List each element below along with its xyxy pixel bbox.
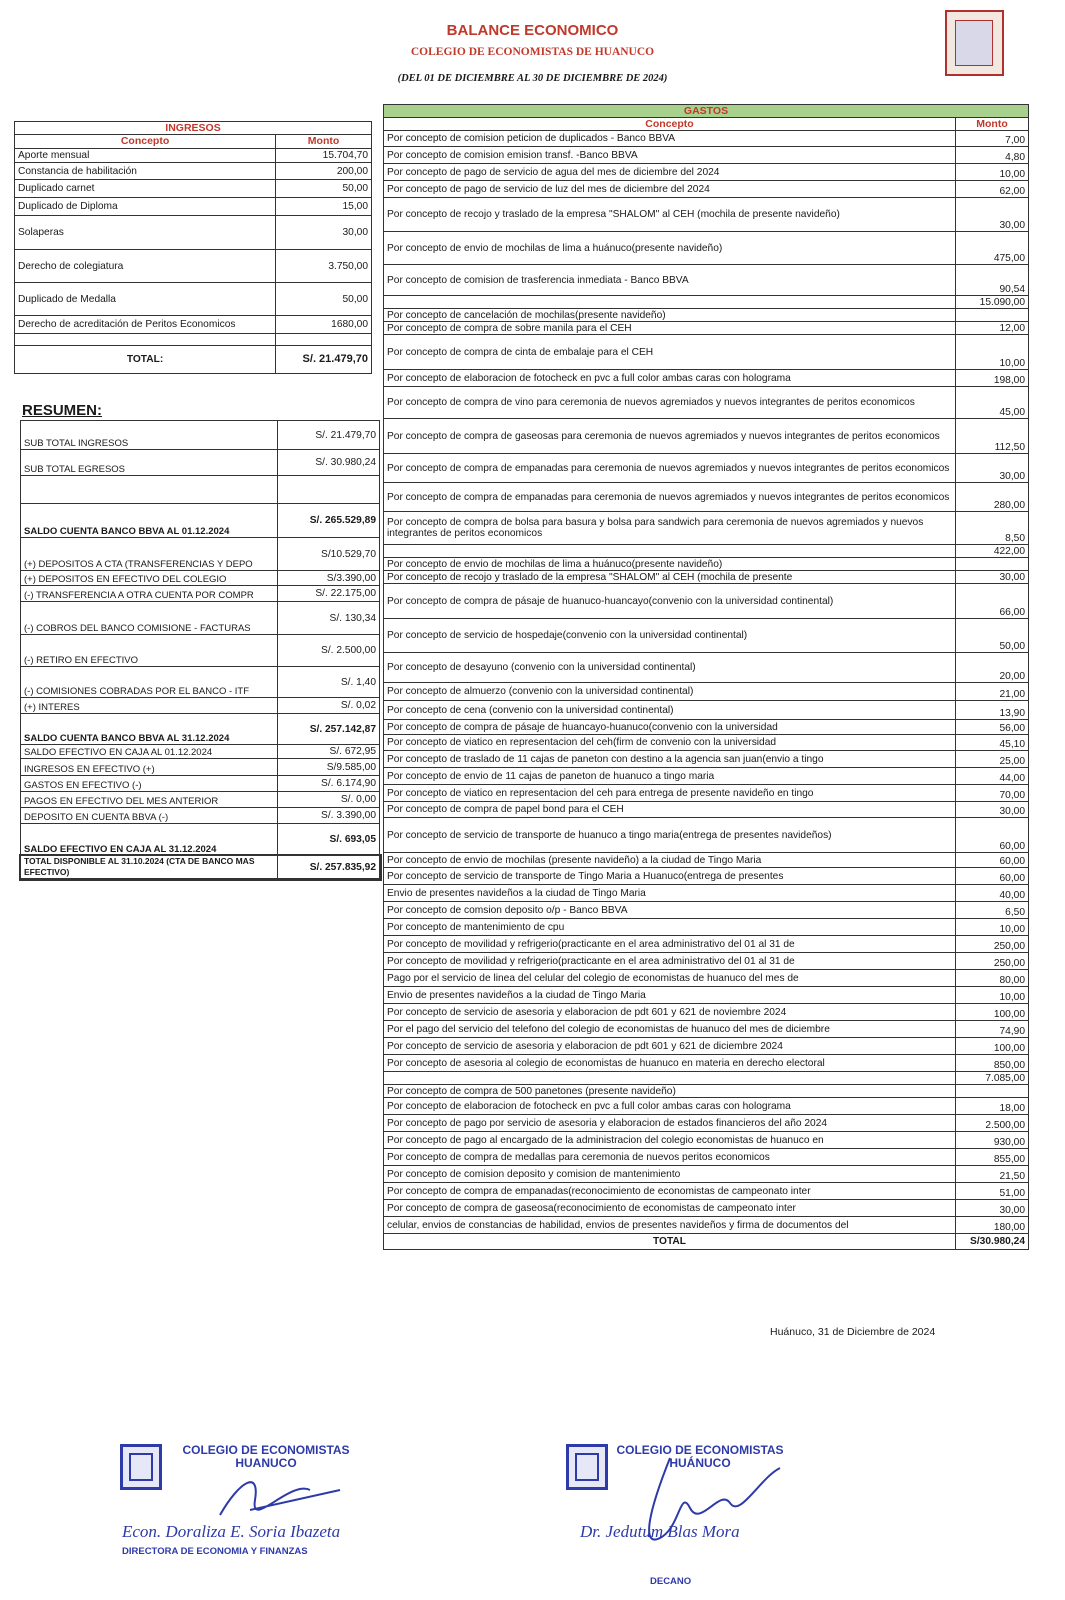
ingresos-total-amount: S/. 21.479,70 (276, 346, 372, 374)
table-row (384, 818, 1029, 853)
signature-org-line2: HUÁNUCO (669, 1456, 731, 1470)
table-row (384, 571, 1029, 584)
place-date: Huánuco, 31 de Diciembre de 2024 (770, 1326, 936, 1338)
gastos-concept: Por el pago del servicio del telefono del colegio de economistas de huanuco del mes de diciembre (384, 1021, 956, 1038)
gastos-amount: 44,00 (956, 768, 1029, 785)
gastos-amount: 280,00 (956, 483, 1029, 512)
table-row (384, 131, 1029, 147)
ingresos-concept: Derecho de acreditación de Peritos Economicos (15, 316, 276, 334)
resumen-label: SALDO CUENTA BANCO BBVA AL 01.12.2024 (21, 504, 278, 538)
gastos-concept: Por concepto de compra de pásaje de huancayo-huanuco(convenio con la universidad (384, 720, 956, 735)
table-row (384, 853, 1029, 868)
resumen-amount: S/. 22.175,00 (278, 586, 380, 602)
resumen-amount: S/. 2.500,00 (278, 635, 380, 667)
resumen-label: (+) DEPOSITOS A CTA (TRANSFERENCIAS Y DEPO (21, 538, 278, 571)
gastos-amount: 60,00 (956, 868, 1029, 885)
gastos-amount: 30,00 (956, 571, 1029, 584)
gastos-amount: 10,00 (956, 987, 1029, 1004)
signature-role: DIRECTORA DE ECONOMIA Y FINANZAS (122, 1546, 308, 1557)
ingresos-amount: 15,00 (276, 198, 372, 216)
gastos-amount: 50,00 (956, 619, 1029, 653)
signature-org-line1: COLEGIO DE ECONOMISTAS (616, 1443, 784, 1457)
stamp-seal-icon (120, 1444, 162, 1490)
resumen-label: (-) COBROS DEL BANCO COMISIONE - FACTURAS (21, 602, 278, 635)
gastos-amount: 12,00 (956, 322, 1029, 335)
empty-cell (15, 334, 276, 346)
table-row (384, 1149, 1029, 1166)
resumen-label: SALDO EFECTIVO EN CAJA AL 01.12.2024 (21, 745, 278, 759)
table-row (384, 1234, 1029, 1250)
gastos-concept: Por concepto de recojo y traslado de la empresa "SHALOM" al CEH (mochila de presente navideño) (384, 198, 956, 232)
table-row (21, 476, 380, 504)
table-row (384, 164, 1029, 181)
gastos-concept: Por concepto de servicio de asesoria y elaboracion de pdt 601 y 621 de noviembre 2024 (384, 1004, 956, 1021)
gastos-concept: Por concepto de movilidad y refrigerio(practicante en el area administrativo del 01 al 31 de (384, 936, 956, 953)
gastos-concept: Por concepto de comision emision transf. -Banco BBVA (384, 147, 956, 164)
signature-name: Econ. Doraliza E. Soria Ibazeta (122, 1522, 341, 1541)
resumen-label: PAGOS EN EFECTIVO DEL MES ANTERIOR (21, 792, 278, 808)
table-row (21, 745, 380, 759)
ingresos-title: INGRESOS (15, 122, 372, 135)
ingresos-concept: Duplicado de Diploma (15, 198, 276, 216)
ingresos-table (14, 121, 372, 374)
resumen-amount: S/. 3.390,00 (278, 808, 380, 824)
gastos-amount: 100,00 (956, 1038, 1029, 1055)
table-row (21, 776, 380, 792)
gastos-concept: Por concepto de compra de cinta de embalaje para el CEH (384, 335, 956, 370)
resumen-amount: S/. 257.142,87 (278, 714, 380, 745)
gastos-concept (384, 296, 956, 309)
ingresos-amount: 50,00 (276, 283, 372, 316)
gastos-amount: 13,90 (956, 701, 1029, 720)
resumen-amount: S/9.585,00 (278, 759, 380, 776)
gastos-concept: Por concepto de pago de servicio de luz del mes de diciembre del 2024 (384, 181, 956, 198)
gastos-concept: Por concepto de comision deposito y comision de mantenimiento (384, 1166, 956, 1183)
resumen-label: TOTAL DISPONIBLE AL 31.10.2024 (CTA DE BANCO MAS EFECTIVO) (21, 856, 278, 879)
gastos-amount: 422,00 (956, 545, 1029, 558)
gastos-amount: 21,50 (956, 1166, 1029, 1183)
ingresos-concept: Duplicado carnet (15, 180, 276, 198)
gastos-concept: Por concepto de traslado de 11 cajas de paneton con destino a la agencia san juan(envio a tingo (384, 751, 956, 768)
gastos-concept: Por concepto de servicio de transporte de huanuco a tingo maria(entrega de presentes navideños) (384, 818, 956, 853)
gastos-amount (956, 309, 1029, 322)
table-row (384, 868, 1029, 885)
table-row (384, 198, 1029, 232)
table-row (21, 635, 380, 667)
gastos-concept: Por concepto de pago de servicio de agua del mes de diciembre del 2024 (384, 164, 956, 181)
gastos-amount (956, 1085, 1029, 1098)
resumen-label: SUB TOTAL EGRESOS (21, 450, 278, 476)
table-row (384, 1072, 1029, 1085)
gastos-concept: Por concepto de envio de mochilas (presente navideño) a la ciudad de Tingo Maria (384, 853, 956, 868)
signature-org-line2: HUANUCO (235, 1456, 297, 1470)
gastos-amount: 15.090,00 (956, 296, 1029, 309)
ingresos-amount: 50,00 (276, 180, 372, 198)
table-row (15, 198, 372, 216)
gastos-amount: 10,00 (956, 164, 1029, 181)
table-row (21, 759, 380, 776)
gastos-col-amount: Monto (956, 118, 1029, 131)
gastos-concept: Por concepto de comsion deposito o/p - Banco BBVA (384, 902, 956, 919)
table-row (384, 1004, 1029, 1021)
table-row (384, 483, 1029, 512)
gastos-concept (384, 1072, 956, 1085)
gastos-concept: Por concepto de compra de sobre manila para el CEH (384, 322, 956, 335)
table-row (15, 283, 372, 316)
gastos-concept: Por concepto de viatico en representacion del ceh(firm de convenio con la universidad (384, 735, 956, 751)
gastos-concept: Por concepto de desayuno (convenio con la universidad continental) (384, 653, 956, 683)
gastos-amount: 855,00 (956, 1149, 1029, 1166)
table-row (384, 902, 1029, 919)
gastos-amount: 8,50 (956, 512, 1029, 545)
gastos-amount: 10,00 (956, 919, 1029, 936)
table-row (384, 181, 1029, 198)
gastos-amount: 60,00 (956, 853, 1029, 868)
table-row (384, 751, 1029, 768)
signature-org-line1: COLEGIO DE ECONOMISTAS (182, 1443, 350, 1457)
table-row (384, 785, 1029, 802)
gastos-amount: 18,00 (956, 1098, 1029, 1115)
gastos-amount: 250,00 (956, 936, 1029, 953)
table-row (15, 346, 372, 374)
ingresos-concept: Duplicado de Medalla (15, 283, 276, 316)
gastos-amount: 21,00 (956, 683, 1029, 701)
document-period: (DEL 01 DE DICIEMBRE AL 30 DE DICIEMBRE DE 2024) (397, 73, 668, 84)
table-row (15, 316, 372, 334)
gastos-concept: celular, envios de constancias de habilidad, envios de presentes navideños y firma de documentos del (384, 1217, 956, 1234)
resumen-label: (+) DEPOSITOS EN EFECTIVO DEL COLEGIO (21, 571, 278, 586)
table-row (21, 571, 380, 586)
gastos-concept: Pago por el servicio de linea del celular del colegio de economistas de huanuco del mes de (384, 970, 956, 987)
gastos-concept: Por concepto de servicio de asesoria y elaboracion de pdt 601 y 621 de diciembre 2024 (384, 1038, 956, 1055)
table-row (15, 334, 372, 346)
table-row (384, 370, 1029, 387)
table-row (384, 919, 1029, 936)
college-logo-icon (945, 10, 1004, 76)
table-row (15, 250, 372, 283)
gastos-amount: 66,00 (956, 584, 1029, 619)
table-row (384, 1085, 1029, 1098)
gastos-amount: 30,00 (956, 1200, 1029, 1217)
gastos-concept: Por concepto de compra de empanadas(reconocimiento de economistas de campeonato inter (384, 1183, 956, 1200)
resumen-amount: S/. 0,00 (278, 792, 380, 808)
table-row (21, 792, 380, 808)
table-row (384, 735, 1029, 751)
table-row (384, 265, 1029, 296)
table-row (384, 720, 1029, 735)
gastos-concept: Por concepto de servicio de hospedaje(convenio con la universidad continental) (384, 619, 956, 653)
document-subtitle: COLEGIO DE ECONOMISTAS DE HUANUCO (410, 46, 655, 58)
document-title: BALANCE ECONOMICO (446, 22, 619, 39)
table-row (384, 1132, 1029, 1149)
table-row (384, 802, 1029, 818)
gastos-concept: Envio de presentes navideños a la ciudad de Tingo Maria (384, 885, 956, 902)
gastos-amount: 4,80 (956, 147, 1029, 164)
resumen-amount: S/. 672,95 (278, 745, 380, 759)
gastos-concept: Por concepto de envio de 11 cajas de paneton de huanuco a tingo maria (384, 768, 956, 785)
gastos-concept: Por concepto de compra de pásaje de huanuco-huancayo(convenio con la universidad continental) (384, 584, 956, 619)
gastos-concept: Por concepto de asesoria al colegio de economistas de huanuco en materia en derecho electoral (384, 1055, 956, 1072)
table-row (384, 1115, 1029, 1132)
gastos-amount: 10,00 (956, 335, 1029, 370)
table-row (384, 653, 1029, 683)
table-row (21, 824, 380, 856)
resumen-amount: S/. 693,05 (278, 824, 380, 856)
gastos-concept: Por concepto de elaboracion de fotocheck en pvc a full color ambas caras con holograma (384, 1098, 956, 1115)
table-row (384, 885, 1029, 902)
gastos-concept: Por concepto de compra de empanadas para ceremonia de nuevos agremiados y nuevos integrantes de peritos economicos (384, 454, 956, 483)
table-row (384, 335, 1029, 370)
resumen-label: (-) TRANSFERENCIA A OTRA CUENTA POR COMPR (21, 586, 278, 602)
gastos-concept: Por concepto de viatico en representacion del ceh para entrega de presente navideño en tingo (384, 785, 956, 802)
gastos-concept: Por concepto de elaboracion de fotocheck en pvc a full color ambas caras con holograma (384, 370, 956, 387)
gastos-amount: 25,00 (956, 751, 1029, 768)
ingresos-concept: Aporte mensual (15, 149, 276, 163)
gastos-amount: 2.500,00 (956, 1115, 1029, 1132)
resumen-amount: S/. 265.529,89 (278, 504, 380, 538)
table-row (384, 232, 1029, 265)
gastos-concept: Por concepto de compra de 500 panetones (presente navideño) (384, 1085, 956, 1098)
table-row (384, 619, 1029, 653)
resumen-amount: S/. 257.835,92 (278, 856, 380, 879)
gastos-amount: 30,00 (956, 454, 1029, 483)
table-row (21, 602, 380, 635)
gastos-amount: 930,00 (956, 1132, 1029, 1149)
resumen-amount: S/. 1,40 (278, 667, 380, 698)
table-row (15, 180, 372, 198)
table-row (384, 296, 1029, 309)
gastos-amount: 7.085,00 (956, 1072, 1029, 1085)
signature-name: Dr. Jedutum Blas Mora (580, 1522, 740, 1541)
table-row (384, 512, 1029, 545)
table-row (384, 1098, 1029, 1115)
resumen-label: (-) RETIRO EN EFECTIVO (21, 635, 278, 667)
gastos-amount: 7,00 (956, 131, 1029, 147)
gastos-amount: 198,00 (956, 370, 1029, 387)
table-row (384, 387, 1029, 419)
table-row (15, 163, 372, 180)
gastos-amount: 30,00 (956, 198, 1029, 232)
table-row (384, 322, 1029, 335)
table-row (384, 309, 1029, 322)
resumen-label: GASTOS EN EFECTIVO (-) (21, 776, 278, 792)
ingresos-amount: 1680,00 (276, 316, 372, 334)
resumen-label: INGRESOS EN EFECTIVO (+) (21, 759, 278, 776)
ingresos-concept: Solaperas (15, 216, 276, 250)
resumen-amount (278, 476, 380, 504)
gastos-amount (956, 558, 1029, 571)
table-row (384, 1055, 1029, 1072)
table-row (384, 454, 1029, 483)
ingresos-col-amount: Monto (276, 135, 372, 149)
signature-role: DECANO (650, 1576, 692, 1587)
table-row (15, 216, 372, 250)
gastos-amount: 30,00 (956, 802, 1029, 818)
table-row (384, 584, 1029, 619)
gastos-amount: 80,00 (956, 970, 1029, 987)
gastos-amount: 56,00 (956, 720, 1029, 735)
resumen-amount: S/. 0,02 (278, 698, 380, 714)
ingresos-total-label: TOTAL: (15, 346, 276, 374)
table-row (21, 538, 380, 571)
table-row (384, 1183, 1029, 1200)
table-row (21, 667, 380, 698)
gastos-col-concept: Concepto (384, 118, 956, 131)
resumen-label: SALDO CUENTA BANCO BBVA AL 31.12.2024 (21, 714, 278, 745)
resumen-amount: S/10.529,70 (278, 538, 380, 571)
ingresos-amount: 15.704,70 (276, 149, 372, 163)
resumen-label: (-) COMISIONES COBRADAS POR EL BANCO - ITF (21, 667, 278, 698)
gastos-concept: Por concepto de comision peticion de duplicados - Banco BBVA (384, 131, 956, 147)
gastos-concept: Por concepto de cena (convenio con la universidad continental) (384, 701, 956, 720)
gastos-amount: 45,10 (956, 735, 1029, 751)
gastos-concept: Por concepto de compra de vino para ceremonia de nuevos agremiados y nuevos integrantes de peritos economicos (384, 387, 956, 419)
resumen-table (20, 420, 380, 879)
ingresos-amount: 30,00 (276, 216, 372, 250)
table-row (21, 714, 380, 745)
table-row (384, 1217, 1029, 1234)
handwritten-signature-icon (200, 1460, 360, 1530)
gastos-concept: Por concepto de compra de papel bond para el CEH (384, 802, 956, 818)
ingresos-concept: Derecho de colegiatura (15, 250, 276, 283)
table-row (15, 149, 372, 163)
table-row (21, 856, 380, 879)
gastos-amount: 40,00 (956, 885, 1029, 902)
gastos-amount: 45,00 (956, 387, 1029, 419)
gastos-amount: 90,54 (956, 265, 1029, 296)
gastos-total-label: TOTAL (384, 1234, 956, 1250)
table-row (384, 147, 1029, 164)
table-row (21, 504, 380, 538)
table-row (384, 936, 1029, 953)
table-row (21, 586, 380, 602)
ingresos-amount: 200,00 (276, 163, 372, 180)
resumen-label: DEPOSITO EN CUENTA BBVA (-) (21, 808, 278, 824)
gastos-concept: Por concepto de cancelación de mochilas(presente navideño) (384, 309, 956, 322)
gastos-table (383, 104, 1029, 1250)
resumen-amount: S/. 130,34 (278, 602, 380, 635)
gastos-amount: 6,50 (956, 902, 1029, 919)
table-row (21, 421, 380, 450)
gastos-concept: Por concepto de almuerzo (convenio con la universidad continental) (384, 683, 956, 701)
resumen-amount: S/3.390,00 (278, 571, 380, 586)
ingresos-col-concept: Concepto (15, 135, 276, 149)
gastos-amount: 250,00 (956, 953, 1029, 970)
gastos-concept (384, 545, 956, 558)
resumen-amount: S/. 21.479,70 (278, 421, 380, 450)
resumen-amount: S/. 30.980,24 (278, 450, 380, 476)
gastos-amount: 62,00 (956, 181, 1029, 198)
table-row (384, 683, 1029, 701)
gastos-concept: Por concepto de pago por servicio de asesoria y elaboracion de estados financieros del año 2024 (384, 1115, 956, 1132)
gastos-concept: Por concepto de recojo y traslado de la empresa "SHALOM" al CEH (mochila de presente (384, 571, 956, 584)
table-row (21, 698, 380, 714)
gastos-concept: Por concepto de compra de medallas para ceremonia de nuevos peritos economicos (384, 1149, 956, 1166)
gastos-concept: Por concepto de envio de mochilas de lima a huánuco(presente navideño) (384, 232, 956, 265)
table-row (384, 1021, 1029, 1038)
table-row (384, 1200, 1029, 1217)
gastos-amount: 100,00 (956, 1004, 1029, 1021)
gastos-concept: Por concepto de compra de gaseosa(reconocimiento de economistas de campeonato inter (384, 1200, 956, 1217)
table-row (384, 419, 1029, 454)
gastos-concept: Por concepto de compra de empanadas para ceremonia de nuevos agremiados y nuevos integrantes de peritos economicos (384, 483, 956, 512)
table-row (384, 987, 1029, 1004)
table-row (384, 1038, 1029, 1055)
table-row (384, 970, 1029, 987)
gastos-amount: 180,00 (956, 1217, 1029, 1234)
table-row (384, 701, 1029, 720)
gastos-amount: 850,00 (956, 1055, 1029, 1072)
gastos-concept: Por concepto de compra de bolsa para basura y bolsa para sandwich para ceremonia de nuevos agremiados y nuevos integrantes de peritos economicos (384, 512, 956, 545)
table-row (384, 953, 1029, 970)
ingresos-amount: 3.750,00 (276, 250, 372, 283)
resumen-title: RESUMEN: (22, 402, 103, 419)
table-row (384, 1166, 1029, 1183)
gastos-amount: 74,90 (956, 1021, 1029, 1038)
gastos-amount: 112,50 (956, 419, 1029, 454)
gastos-amount: 51,00 (956, 1183, 1029, 1200)
empty-cell (276, 334, 372, 346)
gastos-total-amount: S/30.980,24 (956, 1234, 1029, 1250)
gastos-concept: Por concepto de envio de mochilas de lima a huánuco(presente navideño) (384, 558, 956, 571)
gastos-concept: Por concepto de compra de gaseosas para ceremonia de nuevos agremiados y nuevos integrantes de peritos economicos (384, 419, 956, 454)
table-row (21, 450, 380, 476)
gastos-concept: Por concepto de movilidad y refrigerio(practicante en el area administrativo del 01 al 31 de (384, 953, 956, 970)
gastos-concept: Por concepto de servicio de transporte de Tingo Maria a Huanuco(entrega de presentes (384, 868, 956, 885)
table-row (384, 558, 1029, 571)
gastos-title: GASTOS (384, 105, 1029, 118)
table-row (384, 545, 1029, 558)
gastos-concept: Por concepto de pago al encargado de la administracion del colegio economistas de huanuco en (384, 1132, 956, 1149)
gastos-amount: 60,00 (956, 818, 1029, 853)
resumen-label: SUB TOTAL INGRESOS (21, 421, 278, 450)
resumen-label (21, 476, 278, 504)
resumen-label: (+) INTERES (21, 698, 278, 714)
resumen-amount: S/. 6.174,90 (278, 776, 380, 792)
table-row (384, 768, 1029, 785)
gastos-concept: Por concepto de mantenimiento de cpu (384, 919, 956, 936)
gastos-concept: Por concepto de comision de trasferencia inmediata - Banco BBVA (384, 265, 956, 296)
table-row (21, 808, 380, 824)
gastos-concept: Envio de presentes navideños a la ciudad de Tingo Maria (384, 987, 956, 1004)
gastos-amount: 20,00 (956, 653, 1029, 683)
resumen-label: SALDO EFECTIVO EN CAJA AL 31.12.2024 (21, 824, 278, 856)
ingresos-concept: Constancia de habilitación (15, 163, 276, 180)
gastos-amount: 475,00 (956, 232, 1029, 265)
gastos-amount: 70,00 (956, 785, 1029, 802)
